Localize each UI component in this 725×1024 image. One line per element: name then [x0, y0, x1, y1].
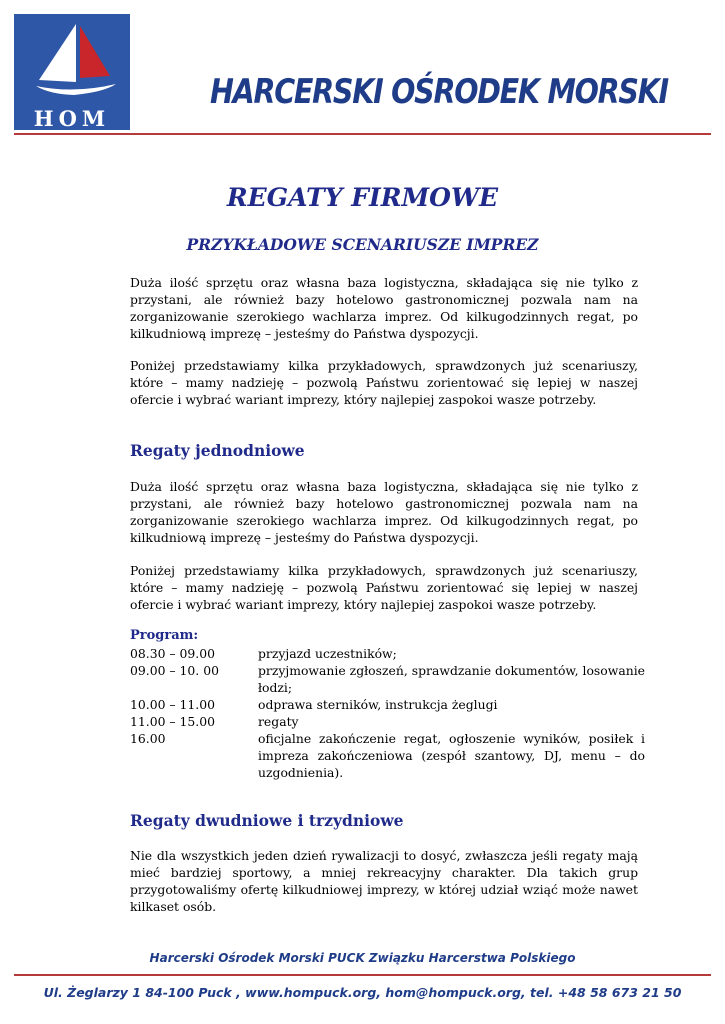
section-paragraph: Nie dla wszystkich jeden dzień rywalizacji to dosyć, zwłaszcza jeśli regaty mają mieć bardziej sportowy, a mniej rekreacyjny charakter. Dla takich grup przygotowaliśmy ofertę kilkudniowej imprezy, w której udział wziąć może nawet kilkaset osób.: [130, 848, 638, 914]
program-row: [130, 662, 645, 696]
program-activity: przyjazd uczestników;: [258, 646, 397, 661]
logo-text: HOM: [33, 106, 111, 131]
program-row: [130, 645, 645, 662]
section-heading-multi-day: Regaty dwudniowe i trzydniowe: [130, 811, 404, 830]
intro-paragraph: Poniżej przedstawiamy kilka przykładowych, sprawdzonych już scenariuszy, które – mamy nadzieję – pozwolą Państwu zorientować się lepiej w naszej ofercie i wybrać wariant imprezy, który najlepiej zaspokoi wasze potrzeby.: [130, 358, 638, 407]
program-time: 10.00 – 11.00: [130, 697, 216, 712]
program-activity: oficjalne zakończenie regat, ogłoszenie wyników, posiłek i impreza zakończeniowa (zespół szantowy, DJ, menu – do uzgodnienia).: [258, 731, 645, 780]
program-row: [130, 713, 645, 730]
program-time: 09.00 – 10. 00: [130, 663, 219, 678]
program-activity: przyjmowanie zgłoszeń, sprawdzanie dokumentów, losowanie łodzi;: [258, 663, 645, 695]
footer-organization: Harcerski Ośrodek Morski PUCK Związku Harcerstwa Polskiego: [149, 951, 576, 965]
program-label: Program:: [130, 628, 199, 643]
section-paragraph: Poniżej przedstawiamy kilka przykładowych, sprawdzonych już scenariuszy, które – mamy nadzieję – pozwolą Państwu zorientować się lepiej w naszej ofercie i wybrać wariant imprezy, który najlepiej zaspokoi wasze potrzeby.: [130, 563, 638, 612]
program-time: 08.30 – 09.00: [130, 646, 216, 661]
program-row: [130, 696, 645, 713]
footer-divider: [14, 974, 711, 976]
footer-contact: Ul. Żeglarzy 1 84-100 Puck , www.hompuck.org, hom@hompuck.org, tel. +48 58 673 21 50: [43, 985, 682, 1000]
program-schedule: [130, 645, 645, 781]
program-time: 16.00: [130, 731, 166, 746]
program-activity: odprawa sterników, instrukcja żeglugi: [258, 697, 498, 712]
header-divider: [14, 133, 711, 135]
document-subtitle: PRZYKŁADOWE SCENARIUSZE IMPREZ: [186, 235, 539, 254]
organization-title: HARCERSKI OŚRODEK MORSKI: [210, 72, 668, 112]
section-heading-one-day: Regaty jednodniowe: [130, 441, 305, 460]
document-title: REGATY FIRMOWE: [226, 183, 499, 212]
section-paragraph: Duża ilość sprzętu oraz własna baza logistyczna, składająca się nie tylko z przystani, ale również bazy hotelowo gastronomicznej pozwala nam na zorganizowanie szerokiego wachlarza imprez. Od kilkugodzinnych regat, po kilkudniową imprezę – jesteśmy do Państwa dyspozycji.: [130, 479, 638, 545]
program-activity: regaty: [258, 714, 299, 729]
intro-paragraph: Duża ilość sprzętu oraz własna baza logistyczna, składająca się nie tylko z przystani, ale również bazy hotelowo gastronomicznej pozwala nam na zorganizowanie szerokiego wachlarza imprez. Od kilkugodzinnych regat, po kilkudniową imprezę – jesteśmy do Państwa dyspozycji.: [130, 275, 638, 341]
hom-logo: [14, 14, 130, 130]
program-row: [130, 730, 645, 781]
program-time: 11.00 – 15.00: [130, 714, 216, 729]
